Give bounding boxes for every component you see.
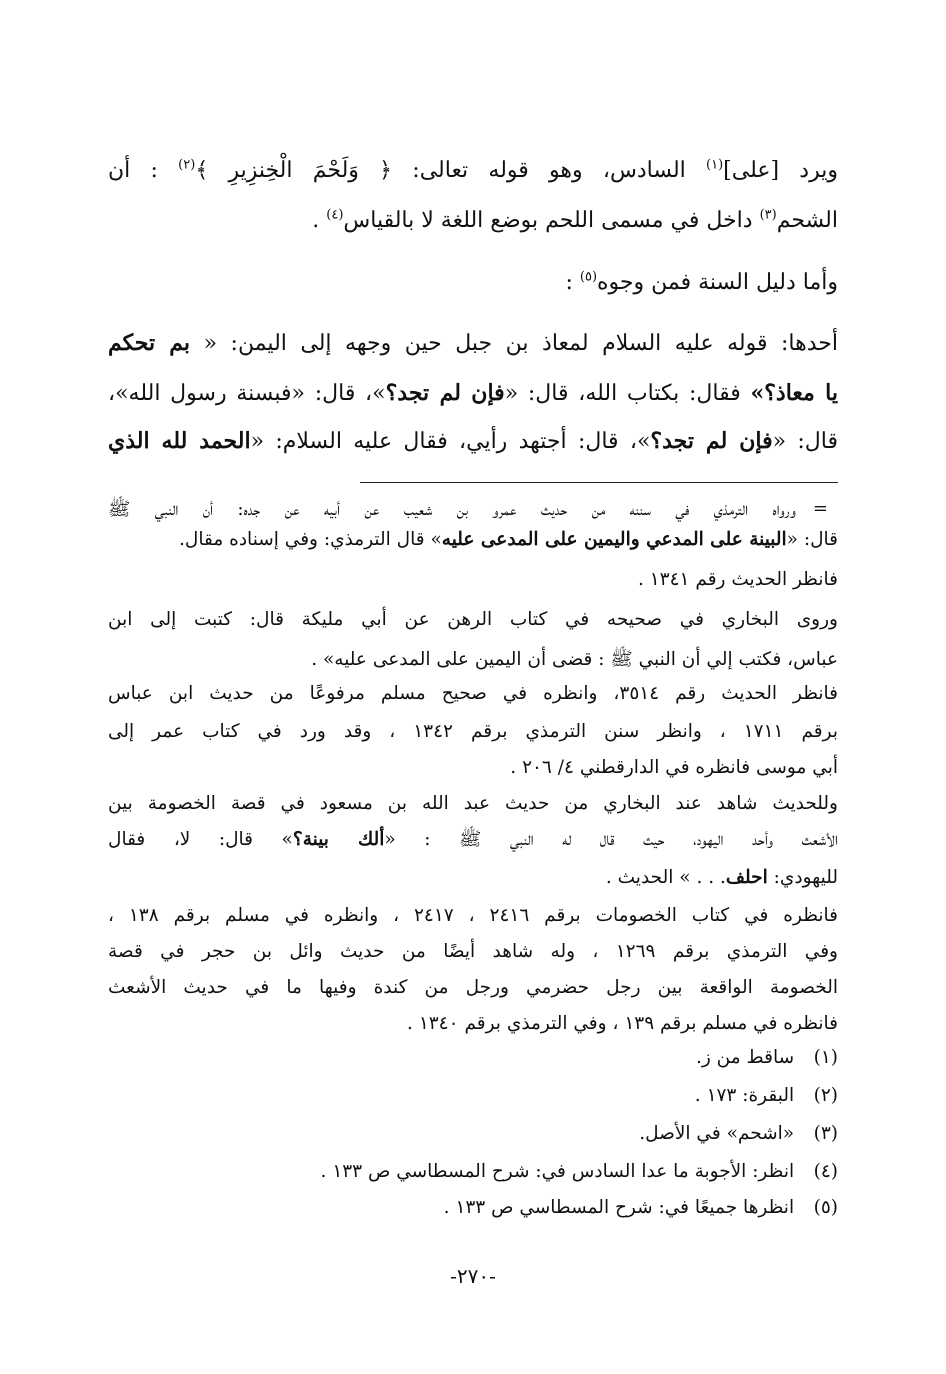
footnote-line: الأشعث وأحد اليهود، حيث قال له النبي ﷺ : «ألك بينة؟» قال: لا، فقال <box>108 829 838 850</box>
page-number: -٢٧٠- <box>450 1264 496 1288</box>
footnote-line: فانظر الحديث رقم ١٣٤١ . <box>637 569 838 590</box>
main-line-2: الشحم$^{(٣)}$ داخل في مسمى اللحم بوضع اللغة لا بالقياس$^{(٤)}$ . <box>312 207 838 233</box>
footnote-ref-4: (٤) <box>326 207 344 223</box>
footnote-4: (٤) انظر: الأجوبة ما عدا السادس في: شرح المسطاسي ص ١٣٣ . <box>320 1161 838 1182</box>
footnote-line: وفي الترمذي برقم ١٢٦٩ ، وله شاهد أيضًا من حديث وائل بن حجر في قصة <box>108 941 838 962</box>
footnote-line: لليهودي: احلف. . . » الحديث . <box>605 867 838 888</box>
footnote-line: فانظره في كتاب الخصومات برقم ٢٤١٦ ، ٢٤١٧ ، وانظره في مسلم برقم ١٣٨ ، <box>108 905 838 926</box>
footnote-1: (١) ساقط من ز. <box>695 1047 838 1068</box>
footnote-3: (٣) «اشحم» في الأصل. <box>639 1123 838 1144</box>
footnote-2: (٢) البقرة: ١٧٣ . <box>694 1085 838 1106</box>
footnote-line: أبي موسى فانظره في الدارقطني ٤/ ٢٠٦ . <box>510 757 838 778</box>
footnote-separator <box>360 482 838 483</box>
footnote-ref-2: (٢) <box>178 157 196 173</box>
footnote-ref-3: (٣) <box>759 207 777 223</box>
footnote-line: برقم ١٧١١ ، وانظر سنن الترمذي برقم ١٣٤٢ ، وقد ورد في كتاب عمر إلى <box>108 721 838 742</box>
footnote-ref-1: (١) <box>706 157 724 173</box>
main-line-4: أحدها: قوله عليه السلام لمعاذ بن جبل حين وجهه إلى اليمن: « بم تحكم <box>108 330 838 356</box>
footnote-line: فانظر الحديث رقم ٣٥١٤، وانظره في صحيح مسلم مرفوعًا من حديث ابن عباس <box>108 683 838 704</box>
main-line-1: ويرد [على]$^{(١)}$ السادس، وهو قوله تعالى: ﴿ وَلَحْمَ الْخِنزِيرِ ﴾$^{(٢)}$ : أن <box>108 157 838 183</box>
footnote-line: الخصومة الواقعة بين رجل حضرمي ورجل من كندة وفيها ما في حديث الأشعث <box>108 977 838 998</box>
footnote-line: قال: «البينة على المدعي واليمين على المدعى عليه» قال الترمذي: وفي إسناده مقال. <box>179 529 838 550</box>
footnote-line: وللحديث شاهد عند البخاري من حديث عبد الله بن مسعود في قصة الخصومة بين <box>108 793 838 814</box>
footnote-5: (٥) انظرها جميعًا في: شرح المسطاسي ص ١٣٣ . <box>443 1197 838 1218</box>
footnote-continuation-mark: = <box>812 498 828 519</box>
footnote-ref-5: (٥) <box>579 269 598 285</box>
footnote-line: ورواه الترمذي في سننه من حديث عمرو بن شعيب عن أبيه عن جده: أن النبي ﷺ <box>108 499 796 520</box>
footnote-line: فانظره في مسلم برقم ١٣٩ ، وفي الترمذي برقم ١٣٤٠ . <box>407 1013 838 1034</box>
footnote-line: عباس، فكتب إلي أن النبي ﷺ : قضى أن اليمين على المدعى عليه» . <box>311 649 838 670</box>
main-line-5: يا معاذ؟» فقال: بكتاب الله، قال: «فإن لم تجد؟»، قال: «فبسنة رسول الله»، <box>108 380 839 406</box>
main-line-6: قال: «فإن لم تجد؟»، قال: أجتهد رأيي، فقال عليه السلام: «الحمد لله الذي <box>108 428 838 454</box>
footnote-line: وروى البخاري في صحيحه في كتاب الرهن عن أبي مليكة قال: كتبت إلى ابن <box>108 609 838 630</box>
main-line-3: وأما دليل السنة فمن وجوه$^{(٥)}$ : <box>565 269 838 295</box>
